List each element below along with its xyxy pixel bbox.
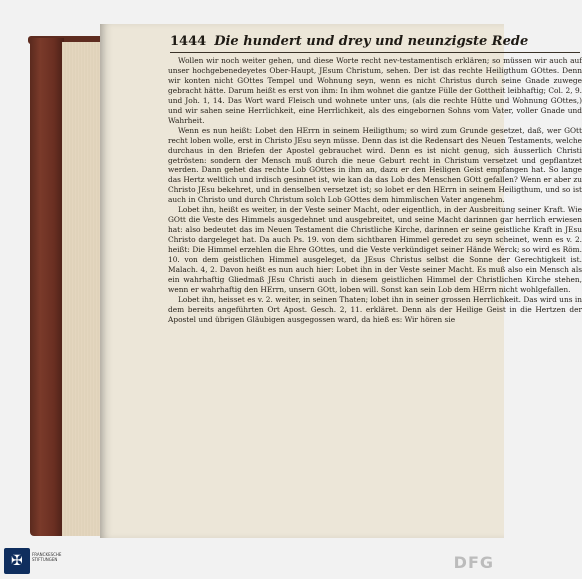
text-block	[168, 56, 582, 516]
paragraph-2: Wenn es nun heißt: Lobet den HErrn in seinem Heiligthum; so wird zum Grunde gesetzet, daß, wer GOtt recht loben wolle, erst in Christo JEsu seyn müsse. Denn das ist die Redensart des Neuen Testaments, welche durchaus in den Briefen der Apostel gebrauchet wird. Denn es ist nicht genug, sich äusserlich Christi getrösten: sondern der Mensch muß durch die neue Geburt recht in Christum versetzet und gepflantzet werden. Dann gehet das rechte Lob GOttes in ihm an, dazu er den Heiligen Geist empfangen hat. So lange das Hertz weltlich und irdisch gesinnet ist, wie kan da das Lob des Menschen GOtt gefallen? Wenn er aber zu Christo JEsu bekehret, und in denselben versetzet ist; so lobet er den HErrn in seinem Heiligthum, und so ist auch in Christo und durch Christum solch Lob GOttes dem himmlischen Vater angenehm.	[168, 125, 582, 205]
paragraph-4: Lobet ihn, heisset es v. 2. weiter, in seinen Thaten; lobet ihn in seiner grossen Herrlichkeit. Das wird uns in dem bereits angeführten Ort Apost. Gesch. 2, 11. erkläret. Denn als der Heilige Geist in die Hertzen der Apostel und übrigen Gläubigen ausgegossen ward, da hieß es: Wir hören sie	[168, 294, 582, 324]
page-edges	[62, 42, 102, 536]
running-head: Die hundert und drey und neunzigste Rede	[214, 34, 529, 49]
cross-icon: ✠	[11, 553, 23, 569]
franckesche-stiftungen-logo	[4, 548, 30, 574]
logo-text: FRANCKESCHE STIFTUNGEN	[32, 552, 62, 562]
book-page	[100, 24, 582, 538]
dfg-logo: DFG	[453, 553, 494, 572]
paragraph-1: Wollen wir noch weiter gehen, und diese Worte recht nev-testamentisch erklären; so müssen wir auch auf unser hochgebenedeyetes Ober-Haupt, JEsum Christum, sehen. Der ist das rechte Heiligthum GOttes. Denn wir konten nicht GOttes Tempel und Wohnung seyn, wenn es nicht Christus durch seine Gnade zuwege gebracht hätte. Darum heißt es erst von ihm: In ihm wohnet die gantze Fülle der Gottheit leibhaftig; Col. 2, 9. und Joh. 1, 14. Das Wort ward Fleisch und wohnete unter uns, (als die rechte Hütte und Wohnung GOttes,) und wir sahen seine Herrlichkeit, eine Herrlichkeit, als des eingebornen Sohns vom Vater, voller Gnade und Wahrheit.	[168, 56, 582, 125]
page-number: 1444	[170, 34, 207, 49]
page-header	[170, 34, 580, 53]
paragraph-3: Lobet ihn, heißt es weiter, in der Veste seiner Macht, oder eigentlich, in der Ausbreitung seiner Kraft. Wie GOtt die Veste des Himmels ausgedehnet und ausgebreitet, und seine Macht darinnen gar herrlich erwiesen hat: also bedeutet das im Neuen Testament die Christliche Kirche, darinnen er seine geistliche Kraft in JEsu Christo dargeleget hat. Da auch Ps. 19. von dem sichtbaren Himmel geredet zu seyn scheinet, wenn es v. 2. heißt: Die Himmel erzehlen die Ehre GOttes, und die Veste verkündiget seiner Hände Werck; so wird es Röm. 10. von dem geistlichen Himmel ausgeleget, da JEsus Christus selbst die Sonne der Gerechtigkeit ist. Malach. 4, 2. Davon heißt es nun auch hier: Lobet ihn in der Veste seiner Macht. Es muß also ein Mensch als ein wahrhaftig Gliedmaß JEsu Christi auch in diesem geistlichen Himmel der Christlichen Kirche stehen, wenn er wahrhaftig den HErrn, unsern GOtt, loben will. Sonst kan sein Lob dem HErrn nicht wohlgefallen.	[168, 205, 582, 294]
book	[18, 20, 582, 540]
book-cover-spine	[30, 38, 64, 536]
